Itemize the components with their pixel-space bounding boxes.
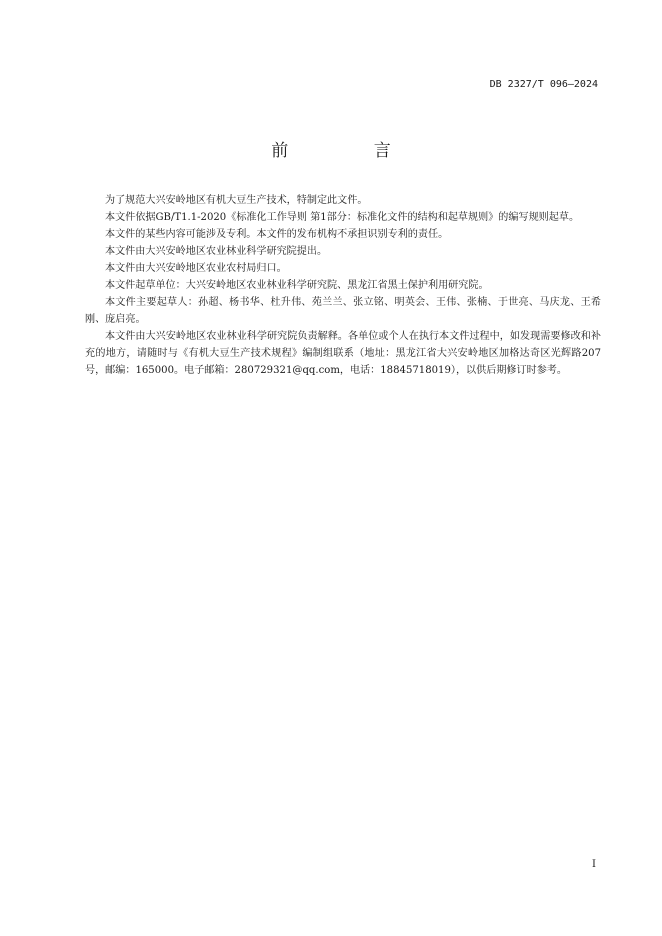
document-code: DB 2327/T 096—2024 [489,79,598,90]
paragraph-drafting-units: 本文件起草单位：大兴安岭地区农业林业科学研究院、黑龙江省黑土保护利用研究院。 [105,280,489,291]
paragraph-drafting-rules: 本文件依据GB/T1.1-2020《标准化工作导则 第1部分：标准化文件的结构和起草规则》的编写规则起草。 [105,212,580,223]
paragraph-patent-notice: 本文件的某些内容可能涉及专利。本文件的发布机构不承担识别专利的责任。 [105,229,449,240]
page-number: I [592,859,596,870]
paragraph-interpretation-contact: 本文件由大兴安岭地区农业林业科学研究院负责解释。各单位或个人在执行本文件过程中，如发现需要修改和补充的地方，请随时与《有机大豆生产技术规程》编制组联系（地址：黑龙江省大兴安岭地区加格达奇区光辉路207号，邮编：165000。电子邮箱：280729321@qq.com，电话：18845718019），以供后期修订时参考。 [85,331,601,376]
paragraph-administrator: 本文件由大兴安岭地区农业农村局归口。 [105,263,287,274]
paragraph-proposer: 本文件由大兴安岭地区农业林业科学研究院提出。 [105,246,328,257]
paragraph-purpose: 为了规范大兴安岭地区有机大豆生产技术，特制定此文件。 [105,195,368,206]
page-title: 前 言 [271,141,431,161]
foreword-body [85,192,601,379]
paragraph-drafters: 本文件主要起草人：孙超、杨书华、杜升伟、苑兰兰、张立铭、明英会、王伟、张楠、于世亮、马庆龙、王希刚、庞启亮。 [85,297,601,325]
